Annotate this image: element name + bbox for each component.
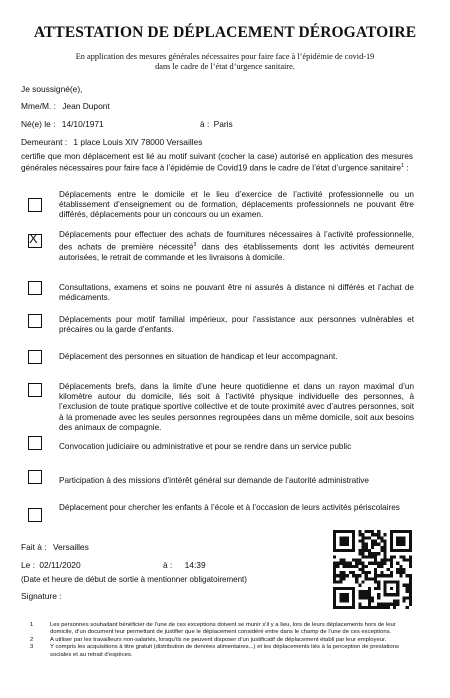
reason-checkbox-general-interest[interactable]: [28, 470, 42, 484]
footnote-item: [30, 637, 420, 644]
reason-checkbox-exercise[interactable]: [28, 383, 42, 397]
footnote-text: A utiliser par les travailleurs non-salariés, lorsqu’ils ne peuvent disposer d’un justificatif de déplacement établi par leur employeur.: [50, 636, 387, 643]
address-row: [21, 137, 202, 147]
birth-date-value: 14/10/1971: [61, 119, 104, 129]
reason-text-handicap: Déplacement des personnes en situation de handicap et leur accompagnant.: [59, 352, 338, 361]
reason-text-general-interest: Participation à des missions d’intérêt général sur demande de l’autorité administrative: [59, 476, 369, 485]
reason-checkbox-purchases[interactable]: [28, 231, 42, 248]
reason-text-school: Déplacement pour chercher les enfants à l’école et à l’occasion de leurs activités périscolaires: [59, 503, 400, 512]
date-row: [21, 560, 271, 570]
signature-label: Signature :: [21, 591, 62, 601]
birth-row: [21, 119, 421, 129]
place-label: Fait à :: [21, 542, 47, 552]
date-time-note: (Date et heure de début de sortie à mentionner obligatoirement): [21, 575, 247, 584]
address-value: 1 place Louis XIV 78000 Versailles: [73, 137, 203, 147]
reason-checkbox-work[interactable]: [28, 198, 42, 212]
qr-code: [333, 530, 412, 609]
intro-paragraph: [21, 152, 413, 173]
reason-text-health: Consultations, examens et soins ne pouvant être ni assurés à distance ni différés et l’achat de médicaments.: [59, 283, 414, 303]
date-label: Le :: [21, 560, 35, 570]
intro-text: certifie que mon déplacement est lié au motif suivant (cocher la case) autorisé en application des mesures générales nécessaires pour faire face à l’épidémie de Covid19 dans le cadre de l’état d’urgence sanitaire: [21, 152, 413, 173]
footnote-item: [30, 644, 420, 659]
footnote-number: 1: [30, 622, 34, 628]
reason-checkbox-health[interactable]: [28, 281, 42, 295]
footnote-number: 2: [30, 636, 34, 643]
footnotes: [30, 622, 420, 659]
birth-place-value: Paris: [213, 119, 233, 129]
reason-footnote-ref: 3: [193, 242, 197, 249]
reason-text-family: Déplacements pour motif familial impérieux, pour l’assistance aux personnes vulnérables et précaires ou la garde d’enfants.: [59, 315, 414, 335]
footnote-text: Y compris les acquisitions à titre gratuit (distribution de denrées alimentaires...) et les déplacements liés à la perception de prestations sociales et au retrait d’espèces.: [50, 644, 399, 658]
reason-checkbox-family[interactable]: [28, 314, 42, 328]
document-subtitle: [40, 52, 410, 72]
reason-text-exercise: Déplacements brefs, dans la limite d’une heure quotidienne et dans un rayon maximal d’un kilomètre autour du domicile, liés soit à l’activité physique individuelle des personnes, à l’exclusion de toute pratique sportive collective et de toute proximité avec d’autres personnes, soit à la promenade avec les seules personnes regroupées dans un même domicile, soit aux besoins des animaux de compagnie.: [59, 382, 414, 432]
reason-text-purchases: [59, 230, 414, 263]
birth-place-label: à :: [200, 119, 210, 129]
name-label: Mme/M. :: [21, 101, 56, 111]
undersigned-label: Je soussigné(e),: [21, 84, 83, 94]
birth-place-group: [200, 119, 233, 129]
intro-end: :: [404, 163, 409, 173]
reason-checkbox-summons[interactable]: [28, 436, 42, 450]
birth-label: Né(e) le :: [21, 119, 56, 129]
reason-checkbox-handicap[interactable]: [28, 350, 42, 364]
footnote-number: 3: [30, 644, 34, 651]
address-label: Demeurant :: [21, 137, 68, 147]
subtitle-line-2: dans le cadre de l’état d’urgence sanitaire.: [155, 62, 295, 71]
footnote-text: Les personnes souhaitant bénéficier de l’une de ces exceptions doivent se munir s’il y a lieu, lors de leurs déplacements hors de leur domicile, d’un document leur permettant de justifier que le déplacement considéré entre dans le champ de l’une de ces exceptions.: [50, 622, 396, 636]
time-group: [163, 560, 206, 570]
reason-text-purchases-before: Déplacements pour effectuer des achats de fournitures nécessaires à l’activité professionnelle, des achats de première nécessité: [59, 230, 414, 252]
time-label: à :: [163, 560, 173, 570]
date-value: 02/11/2020: [39, 560, 81, 570]
reason-text-work: Déplacements entre le domicile et le lieu d’exercice de l’activité professionnelle ou un établissement d’enseignement ou de formation, déplacements professionnels ne pouvant être différés, déplacements pour un concours ou un examen.: [59, 190, 414, 220]
checkbox-mark: X: [29, 231, 38, 246]
reason-text-summons: Convocation judiciaire ou administrative et pour se rendre dans un service public: [59, 442, 352, 451]
name-value: Jean Dupont: [62, 101, 110, 111]
intro-footnote-ref: 1: [401, 162, 405, 169]
place-value: Versailles: [52, 542, 89, 552]
reason-checkbox-school[interactable]: [28, 508, 42, 522]
footnote-item: [30, 622, 420, 637]
subtitle-line-1: En application des mesures générales nécessaires pour faire face à l’épidémie de covid-19: [75, 52, 375, 61]
time-value: 14:39: [184, 560, 206, 570]
document-title: ATTESTATION DE DÉPLACEMENT DÉROGATOIRE: [33, 24, 417, 41]
reason-text-purchases-after: dans des établissements dont les activités demeurent autorisées, le retrait de commande et les livraisons à domicile.: [59, 242, 414, 263]
place-row: [21, 542, 89, 552]
name-row: [21, 101, 110, 111]
